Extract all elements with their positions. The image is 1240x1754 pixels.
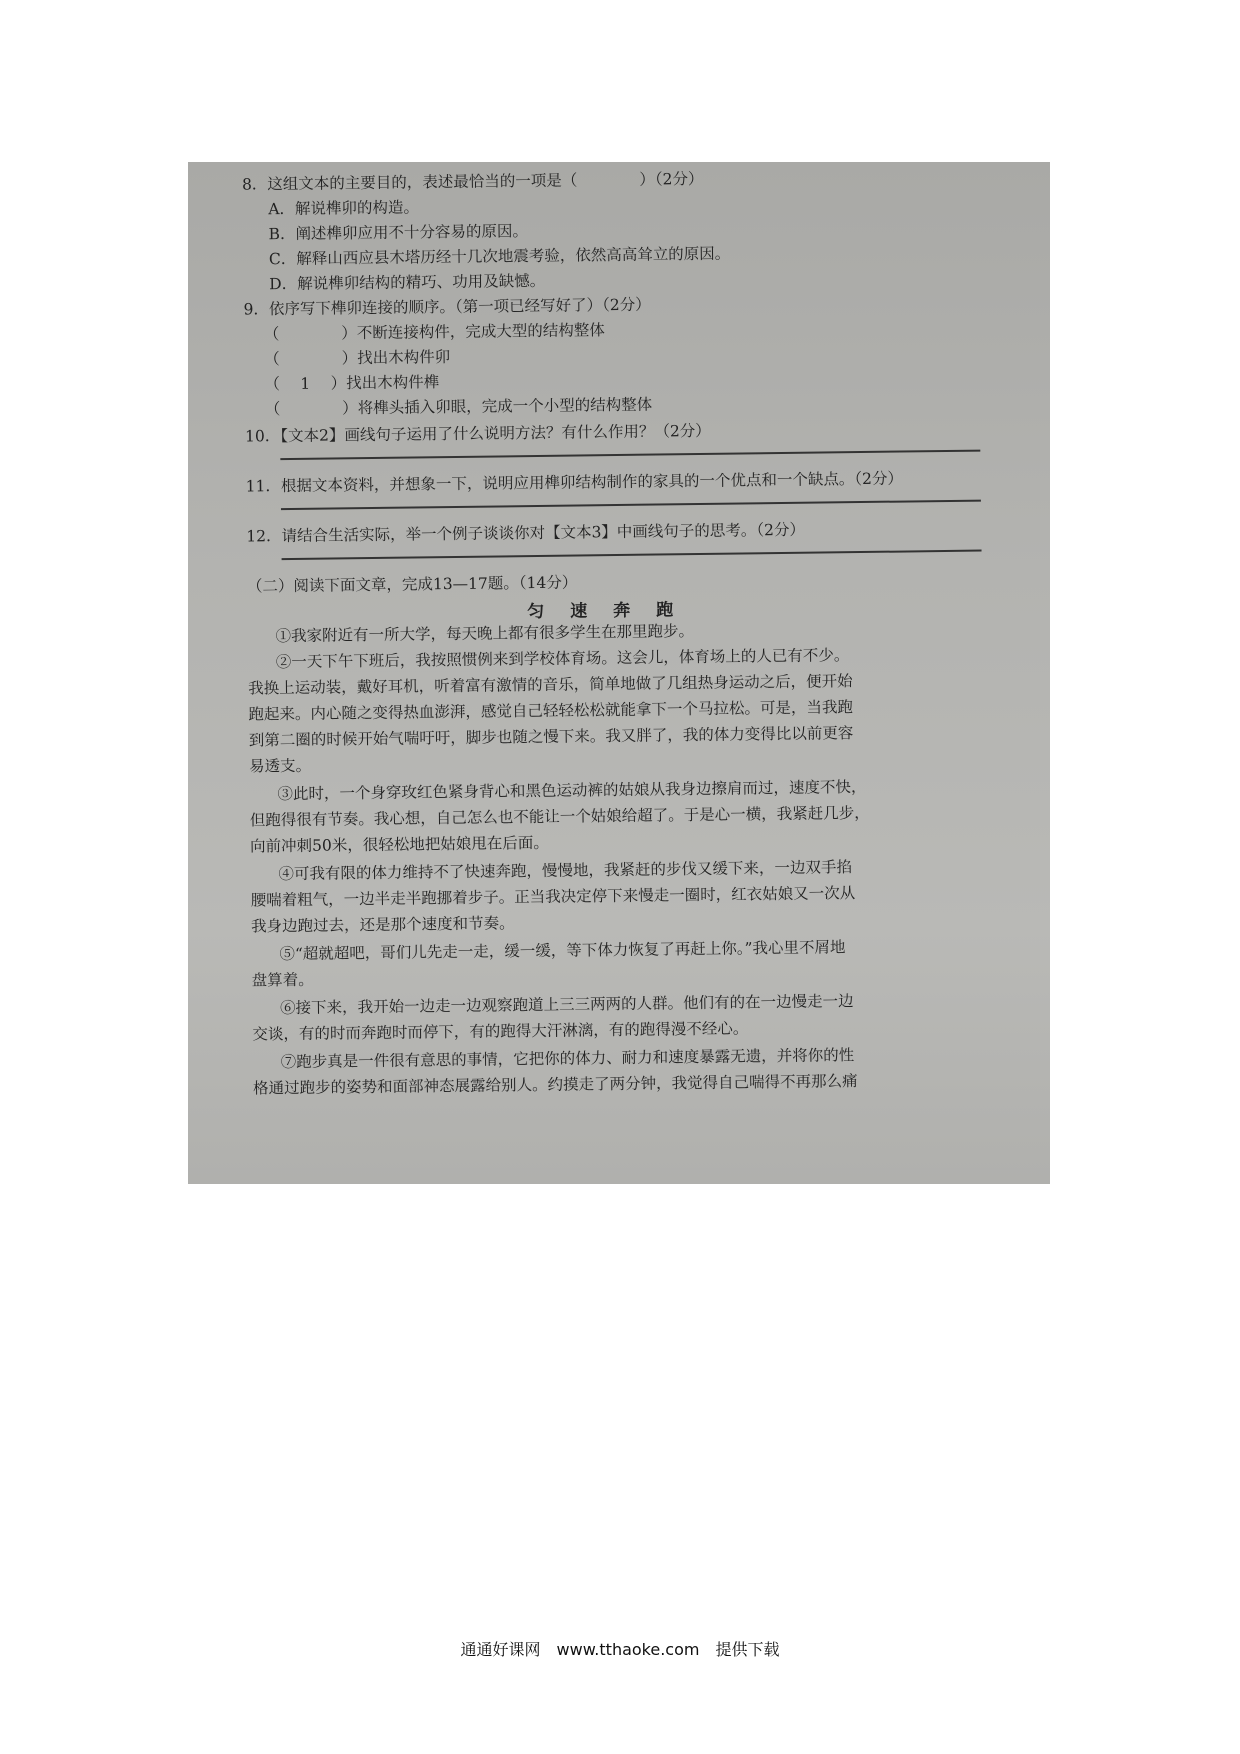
exam-page-photo (188, 162, 1050, 1184)
passage-line: ⑥接下来，我开始一边走一边观察跑道上三三两两的人群。他们有的在一边慢走一边 (279, 992, 854, 1018)
passage-line: ⑤“超就超吧，哥们儿先走一走，缓一缓，等下体力恢复了再赶上你。”我心里不屑地 (279, 938, 846, 964)
exam-sheet (188, 162, 1050, 1184)
question-8-option-a: A．解说榫卯的构造。 (268, 198, 420, 219)
question-9-stem: 9．依序写下榫卯连接的顺序。（第一项已经写好了）（2分） (243, 295, 651, 319)
question-9-step-4: （ ）将榫头插入卯眼，完成一个小型的结构整体 (264, 395, 653, 419)
answer-line-11 (281, 500, 981, 510)
question-11: 11．根据文本资料，并想象一下，说明应用榫卯结构制作的家具的一个优点和一个缺点。（2分） (245, 469, 904, 496)
answer-line-10 (280, 450, 980, 460)
answer-line-12 (282, 550, 982, 560)
question-12: 12．请结合生活实际，举一个例子谈谈你对【文本3】中画线句子的思考。（2分） (246, 520, 806, 546)
section-2-instruction: （二）阅读下面文章，完成13—17题。（14分） (246, 573, 578, 596)
passage-line: 交谈，有的时而奔跑时而停下，有的跑得大汗淋漓，有的跑得漫不经心。 (252, 1019, 749, 1044)
question-8-option-b: B．阐述榫卯应用不十分容易的原因。 (268, 222, 529, 244)
passage-line: ②一天下午下班后，我按照惯例来到学校体育场。这会儿，体育场上的人已有不少。 (275, 646, 850, 672)
question-10: 10．【文本2】画线句子运用了什么说明方法？有什么作用？（2分） (244, 421, 711, 446)
question-8-option-c: C．解释山西应县木塔历经十几次地震考验，依然高高耸立的原因。 (268, 244, 731, 269)
passage-line: 向前冲刺50米，很轻松地把姑娘甩在后面。 (249, 833, 549, 856)
question-8-option-d: D．解说榫卯结构的精巧、功用及缺憾。 (269, 271, 546, 294)
passage-line: 我身边跑过去，还是那个速度和节奏。 (250, 914, 515, 936)
passage-line: ③此时，一个身穿玫红色紧身背心和黑色运动裤的姑娘从我身边擦肩而过，速度不快， (277, 777, 867, 804)
passage-line: 到第二圈的时候开始气喘吁吁，脚步也随之慢下来。我又胖了，我的体力变得比以前更容 (248, 724, 854, 750)
passage-line: ①我家附近有一所大学，每天晚上都有很多学生在那里跑步。 (275, 622, 695, 646)
passage-line: 跑起来。内心随之变得热血澎湃，感觉自己轻轻松松就能拿下一个马拉松。可是，当我跑 (248, 698, 854, 724)
passage-line: 我换上运动装，戴好耳机，听着富有激情的音乐，简单地做了几组热身运动之后，便开始 (248, 672, 853, 698)
question-9-step-3: （ 1 ）找出木构件榫 (264, 373, 440, 394)
question-9-step-1: （ ）不断连接构件，完成大型的结构整体 (263, 321, 605, 344)
passage-line: 但跑得很有节奏。我心想，自己怎么也不能让一个姑娘给超了。于是心一横，我紧赶几步， (249, 803, 870, 830)
passage-line: 易透支。 (249, 756, 312, 776)
question-9-step-2: （ ）找出木构件卯 (264, 348, 451, 369)
footer-credit: 通通好课网 www.tthaoke.com 提供下载 (460, 1640, 780, 1659)
passage-line: 盘算着。 (251, 970, 314, 990)
passage-line: 格通过跑步的姿势和面部神态展露给别人。约摸走了两分钟，我觉得自己喘得不再那么痛 (252, 1072, 858, 1098)
question-8-stem: 8．这组文本的主要目的，表述最恰当的一项是（ ）（2分） (241, 169, 704, 194)
passage-line: ④可我有限的体力维持不了快速奔跑，慢慢地，我紧赶的步伐又缓下来，一边双手掐 (278, 858, 853, 884)
passage-line: ⑦跑步真是一件很有意思的事情，它把你的体力、耐力和速度暴露无遗，并将你的性 (280, 1046, 855, 1072)
passage-title: 匀速奔跑 (527, 600, 700, 623)
passage-line: 腰喘着粗气，一边半走半跑挪着步子。正当我决定停下来慢走一圈时，红衣姑娘又一次从 (250, 884, 856, 910)
